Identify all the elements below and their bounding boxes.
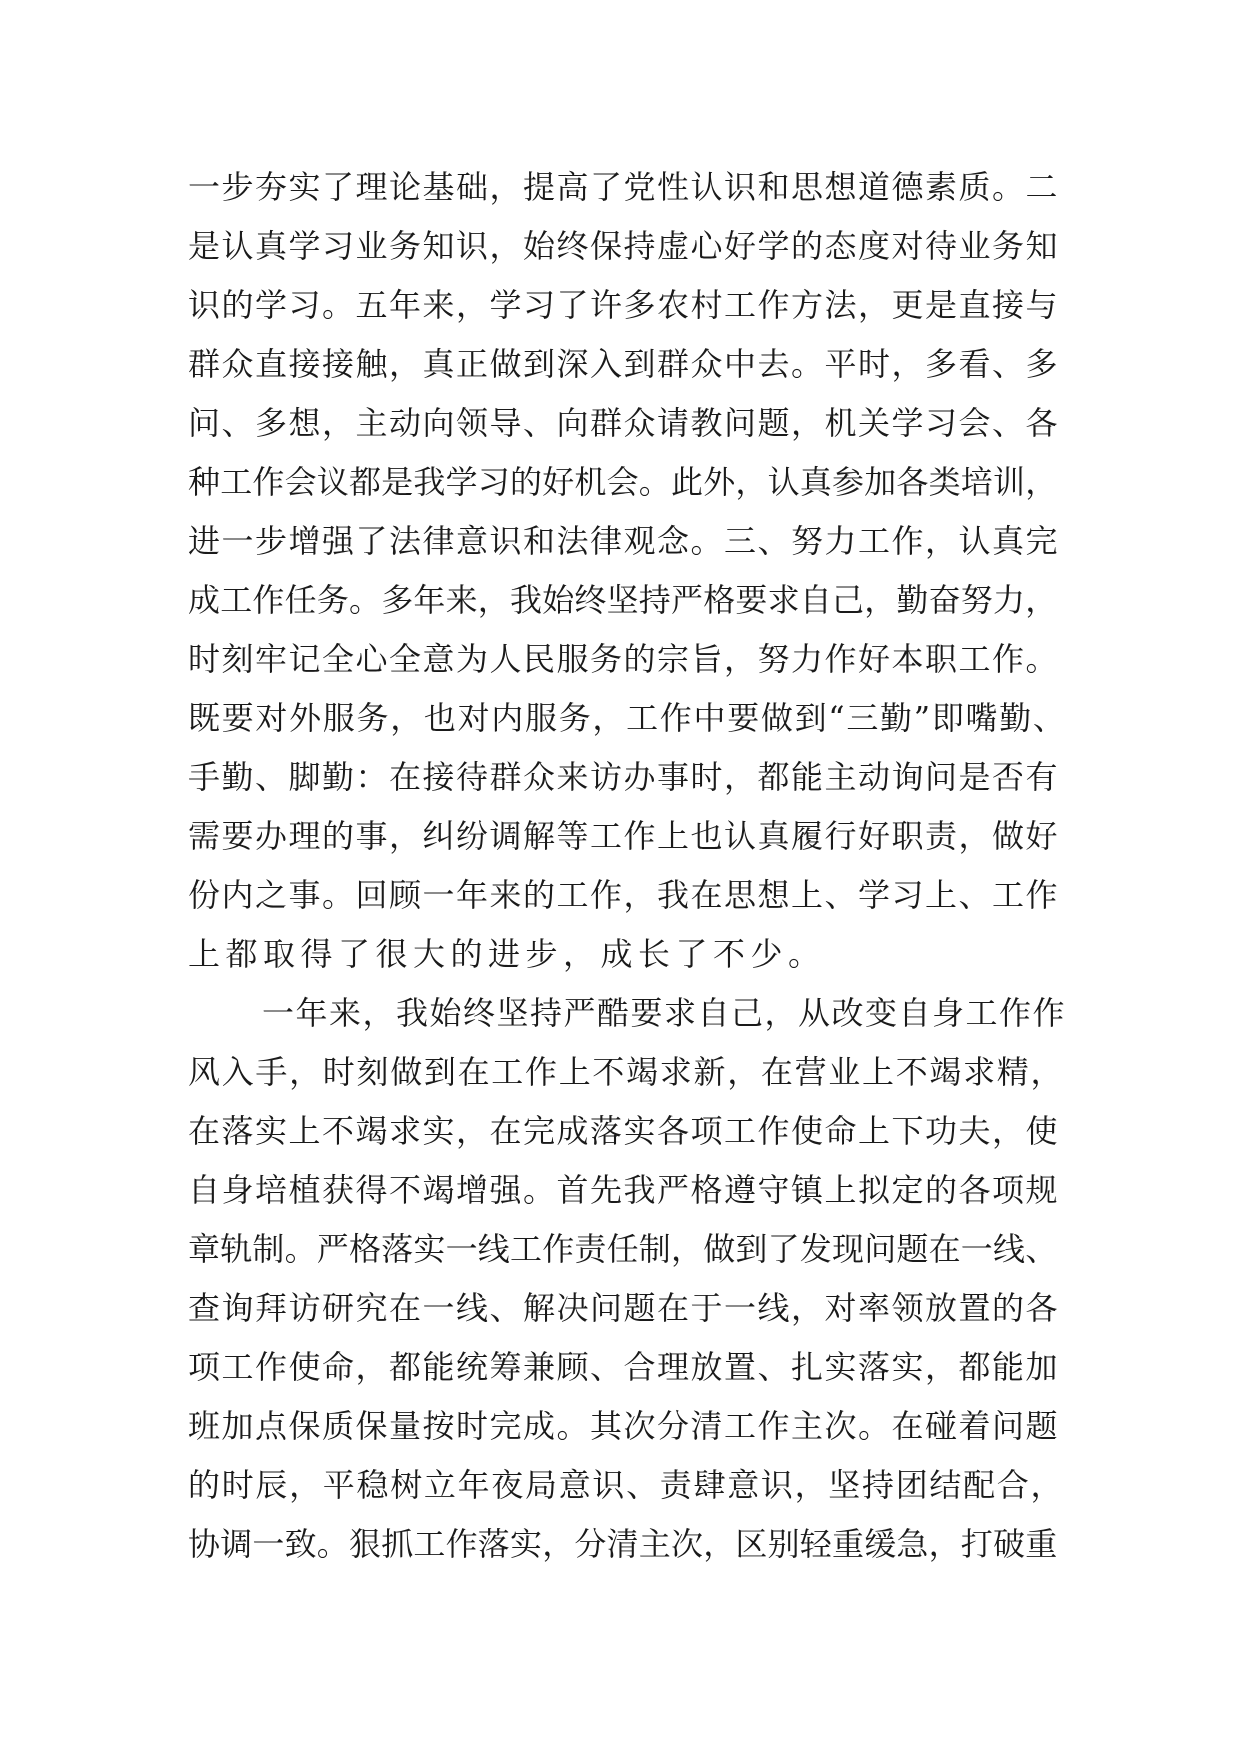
text-line: 上都取得了很大的进步，成长了不少。 xyxy=(188,935,826,973)
text-line: 章轨制。严格落实一线工作责任制，做到了发现问题在一线、 xyxy=(188,1230,1058,1268)
body-text xyxy=(188,158,1068,1574)
text-line: 一年来，我始终坚持严酷要求自己，从改变自身工作作 xyxy=(262,994,1067,1032)
text-line: 一步夯实了理论基础，提高了党性认识和思想道德素质。二 xyxy=(188,168,1060,206)
text-line: 项工作使命，都能统筹兼顾、合理放置、扎实落实，都能加 xyxy=(188,1348,1060,1386)
text-line: 群众直接接触，真正做到深入到群众中去。平时，多看、多 xyxy=(188,345,1060,383)
text-line: 协调一致。狠抓工作落实，分清主次，区别轻重缓急，打破重 xyxy=(188,1525,1058,1563)
text-line: 手勤、脚勤：在接待群众来访办事时，都能主动询问是否有 xyxy=(188,758,1060,796)
paragraph-1 xyxy=(188,158,1068,984)
text-line: 问、多想，主动向领导、向群众请教问题，机关学习会、各 xyxy=(188,404,1060,442)
text-line: 种工作会议都是我学习的好机会。此外，认真参加各类培训， xyxy=(188,463,1058,501)
text-line: 自身培植获得不竭增强。首先我严格遵守镇上拟定的各项规 xyxy=(188,1171,1060,1209)
text-line: 识的学习。五年来，学习了许多农村工作方法，更是直接与 xyxy=(188,286,1060,324)
text-line: 份内之事。回顾一年来的工作，我在思想上、学习上、工作 xyxy=(188,876,1060,914)
text-line: 在落实上不竭求实，在完成落实各项工作使命上下功夫，使 xyxy=(188,1112,1060,1150)
text-line: 风入手，时刻做到在工作上不竭求新，在营业上不竭求精， xyxy=(188,1053,1065,1091)
text-line: 成工作任务。多年来，我始终坚持严格要求自己，勤奋努力， xyxy=(188,581,1058,619)
text-line: 班加点保质保量按时完成。其次分清工作主次。在碰着问题 xyxy=(188,1407,1060,1445)
text-line: 进一步增强了法律意识和法律观念。三、努力工作，认真完 xyxy=(188,522,1060,560)
text-line: 既要对外服务，也对内服务，工作中要做到“三勤”即嘴勤、 xyxy=(188,699,1067,737)
paragraph-2 xyxy=(188,984,1068,1574)
text-line: 需要办理的事，纠纷调解等工作上也认真履行好职责，做好 xyxy=(188,817,1060,855)
text-line: 的时辰，平稳树立年夜局意识、责肆意识，坚持团结配合， xyxy=(188,1466,1065,1504)
text-line: 时刻牢记全心全意为人民服务的宗旨，努力作好本职工作。 xyxy=(188,640,1060,678)
text-line: 是认真学习业务知识，始终保持虚心好学的态度对待业务知 xyxy=(188,227,1060,265)
text-line: 查询拜访研究在一线、解决问题在于一线，对率领放置的各 xyxy=(188,1289,1060,1327)
